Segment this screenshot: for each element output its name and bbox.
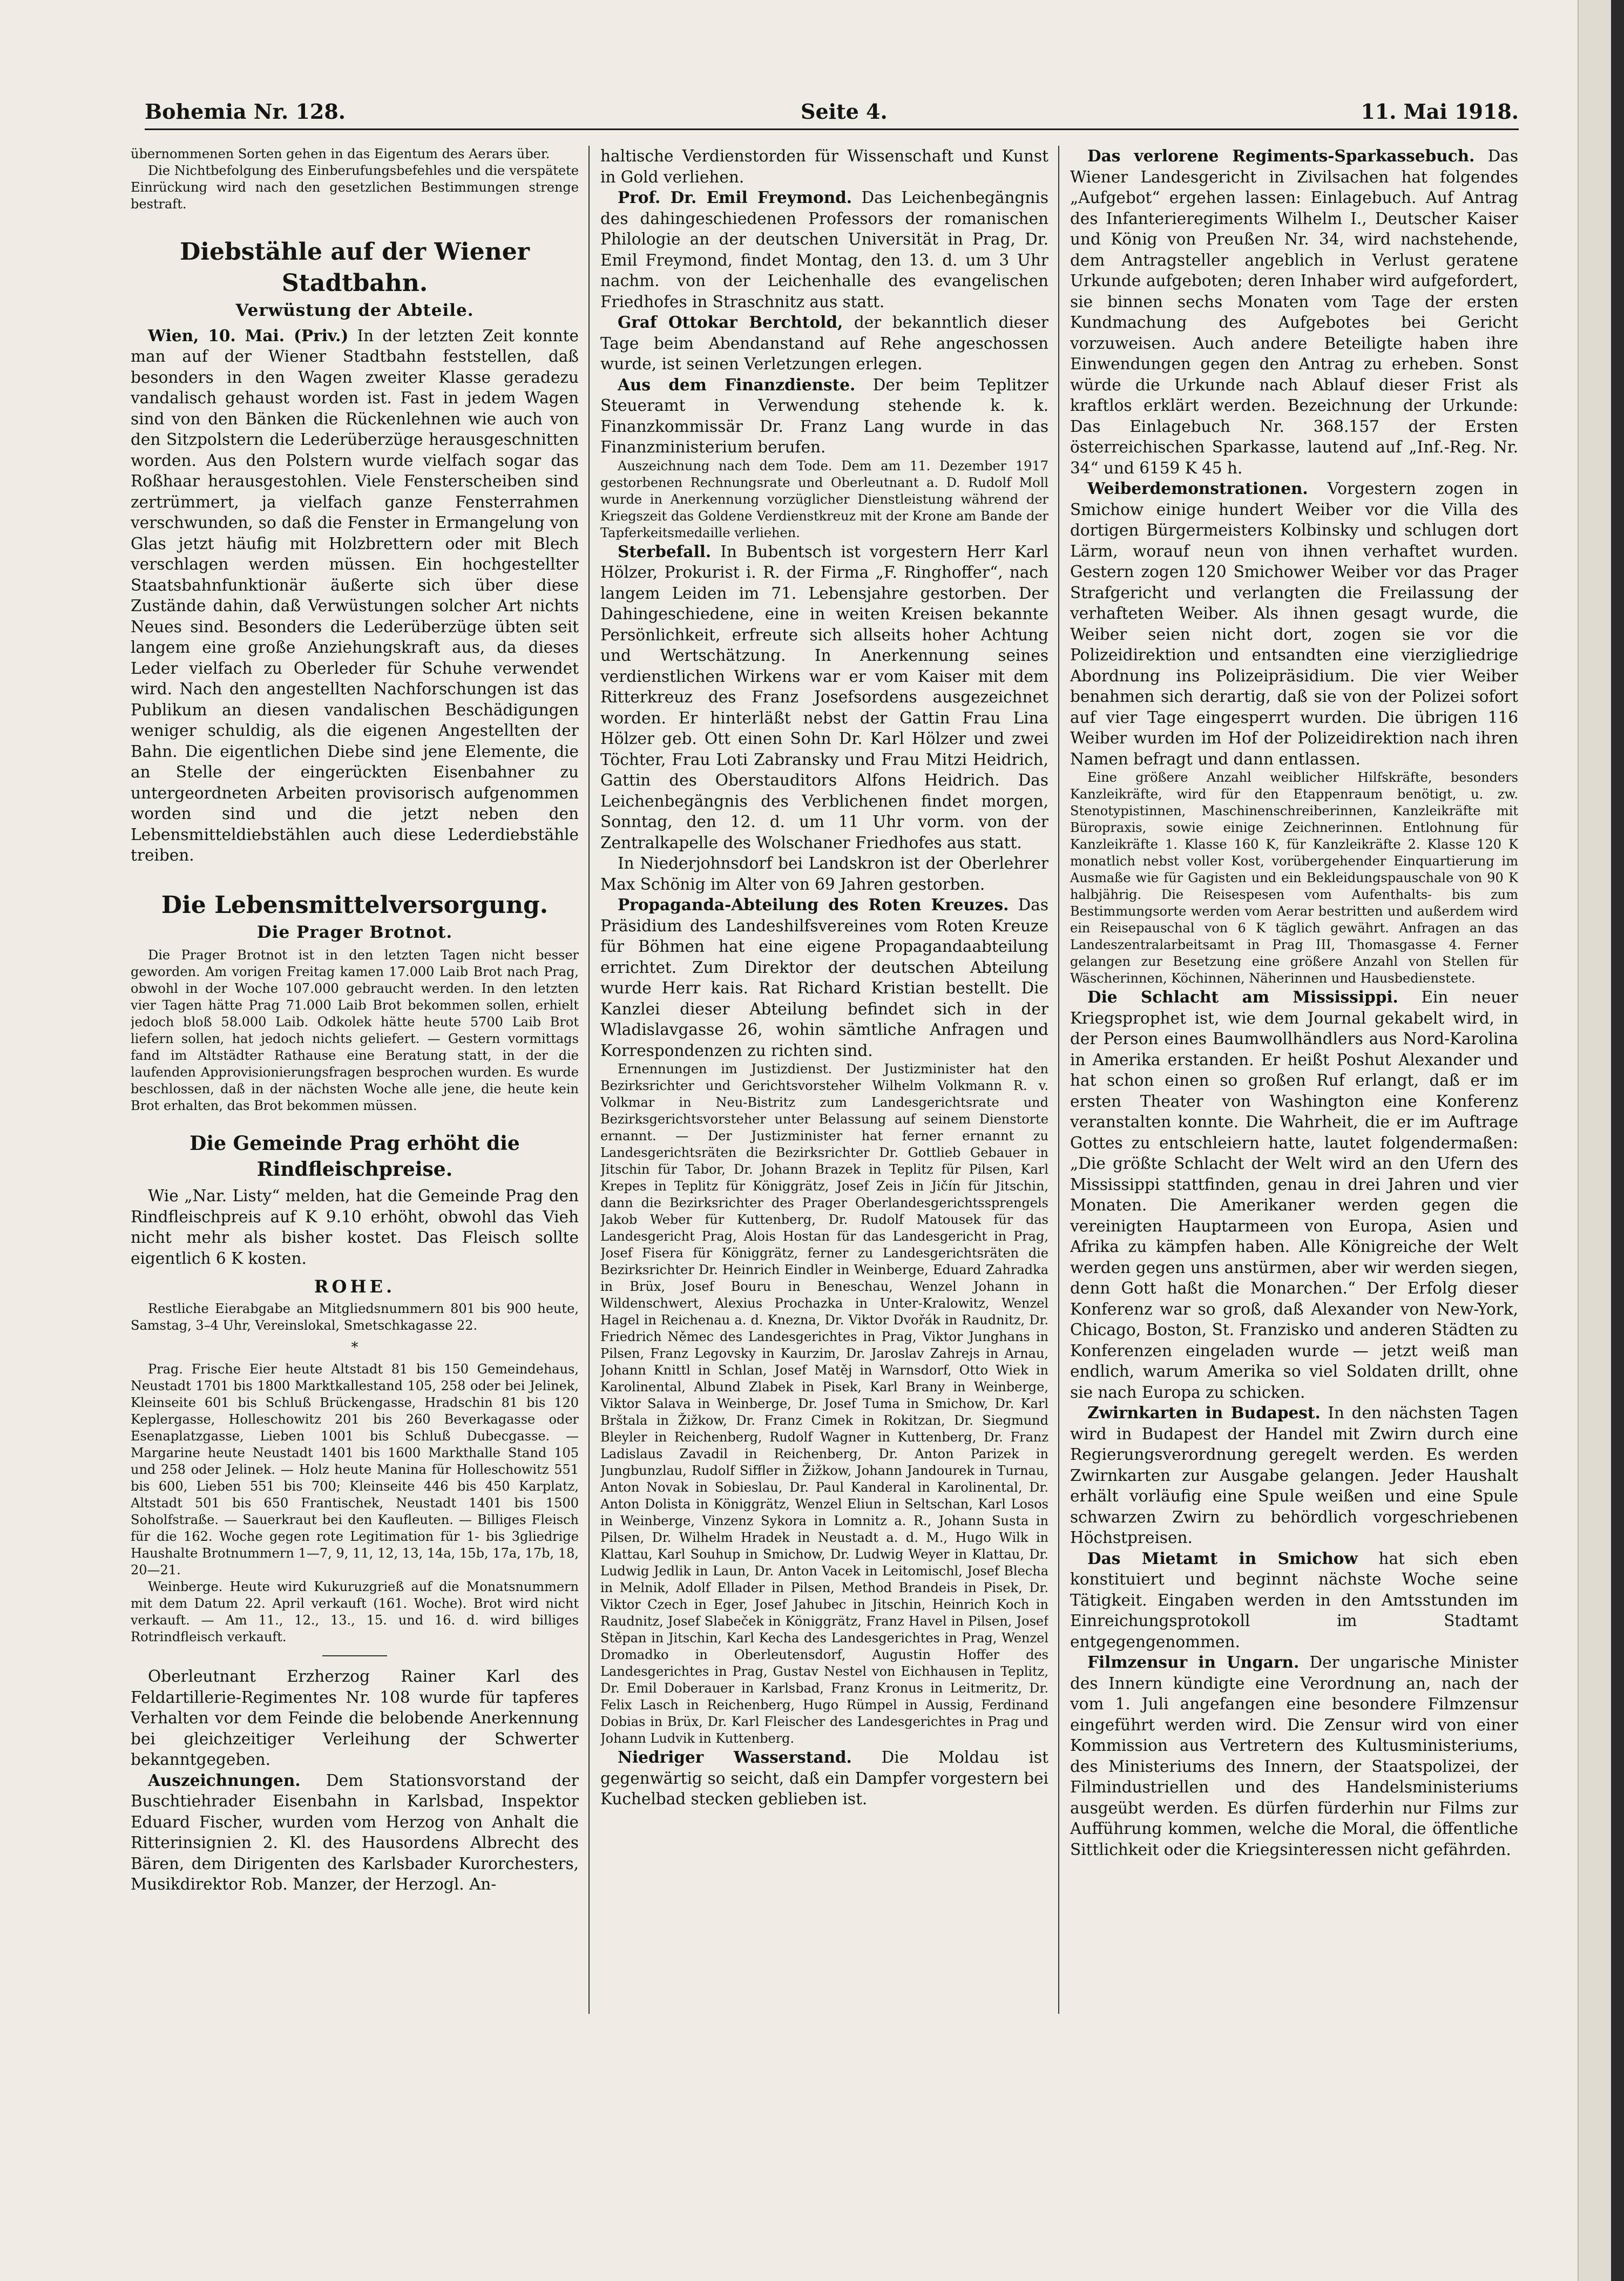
article-mississippi [1070, 987, 1518, 1403]
headline-rindfleisch: Die Gemeinde Prag erhöht die Rindfleischpreise. [190, 1132, 520, 1181]
article-rotes-kreuz [600, 895, 1048, 1061]
article-wasserstand [600, 1747, 1048, 1810]
article-text: In der letzten Zeit konnte man auf der Wiener Stadtbahn feststellen, daß besonders in den Wagen zweiter Klasse geradezu vandalisch gehaust worden ist. Fast in jedem Wagen sind von den Bänken die Rückenlehnen wie auch von den Sitzpolstern die Lederüberzüge herausgeschnitten worden. Aus den Polstern wurde vielfach sogar das Roßhaar herausgestohlen. Viele Fensterscheiben sind zertrümmert, ja vielfach ganze Fensterrahmen verschwunden, so daß die Fenster in Ermangelung von Glas jetzt häufig mit Holzbrettern oder mit Blech verschlagen werden müssen. Ein hochgestellter Staatsbahnfunktionär äußerte sich über diese Zustände dahin, daß Verwüstungen solcher Art nichts Neues sind. Besonders die Lederüberzüge übten seit langem eine große Anziehungskraft aus, da dieses Leder vielfach zu Oberleder für Schuhe verwendet wird. Nach den angestellten Nachforschungen ist das Publikum an diesen vandalischen Beschädigungen weniger schuldig, als die eigenen Angestellten der Bahn. Die eigentlichen Diebe sind jene Elemente, die an Stelle der eingerückten Eisenbahner zu untergeordneten Arbeiten provisorisch aufgenommen worden sind und die jetzt neben den Lebensmitteldiebstählen auch diese Lederdiebstähle treiben. [131, 326, 579, 864]
article-text: haltische Verdienstorden für Wissenschaft und Kunst in Gold verliehen. [600, 147, 1048, 186]
scan-border [1611, 0, 1624, 2281]
article-berchtold [600, 312, 1048, 375]
page-header [145, 96, 1519, 130]
column-1 [131, 146, 579, 2014]
article-text: In Bubentsch ist vorgestern Herr Karl Hölzer, Prokurist i. R. der Firma „F. Ringhoffer“, nach langem Leiden im 71. Lebensjahre gestorben. Der Dahingeschiedene, eine in weiten Kreisen bekannte Persönlichkeit, erfreute sich allseits hoher Achtung und Wertschätzung. In Anerkennung seines verdienstlichen Wirkens war er vom Kaiser mit dem Ritterkreuz des Franz Josefsordens ausgezeichnet worden. Er hinterläßt nebst der Gattin Frau Lina Hölzer geb. Ott einen Sohn Dr. Karl Hölzer und zwei Töchter, Frau Loti Zabransky und Frau Mitzi Heidrich, Gattin des Oberstauditors Alfons Heidrich. Das Leichenbegängnis des Verblichenen findet morgen, Sonntag, den 12. d. um 11 Uhr vorm. von der Zentralkapelle des Wolschaner Friedhofes aus statt. [600, 542, 1048, 852]
column-rule [1058, 146, 1059, 2014]
article-text: Dem Stationsvorstand der Buschtiehrader Eisenbahn in Karlsbad, Inspektor Eduard Fischer, wurden vom Herzog von Anhalt die Ritterinsignien 2. Kl. des Hausordens Albrecht des Bären, dem Dirigenten des Karlsbader Kurorchesters, Musikdirektor Rob. Manzer, der Herzogl. An- [131, 1771, 579, 1893]
article-text: Auszeichnung nach dem Tode. Dem am 11. Dezember 1917 gestorbenen Rechnungsrate und Oberleutnant a. D. Rudolf Moll wurde in Anerkennung vorzüglicher Dienstleistung während der Kriegszeit das Goldene Verdienstkreuz mit der Krone am Bande der Tapferkeitsmedaille verliehen. [600, 458, 1048, 540]
separator-line [322, 1655, 387, 1656]
article-lead: Sterbefall. [618, 542, 712, 561]
article-lead: Das Mietamt in Smichow [1087, 1548, 1358, 1568]
article-text: In den nächsten Tagen wird in Budapest der Handel mit Zwirn durch eine Regierungsverordnung geregelt werden. Es werden Zwirnkarten zur Ausgabe gelangen. Jeder Haushalt erhält vorläufig eine Spule weißen und eine Spule schwarzen Zwirn zu behördlich vorgeschriebenen Höchstpreisen. [1070, 1404, 1518, 1547]
article-wien [131, 326, 579, 866]
article-lead: Weiberdemonstrationen. [1087, 479, 1308, 498]
article-text: Wie „Nar. Listy“ melden, hat die Gemeinde Prag den Rindfleischpreis auf K 9.10 erhöht, obwohl das Vieh nicht mehr als bisher kostet. Das Fleisch sollte eigentlich 6 K kosten. [131, 1187, 579, 1268]
column-2 [600, 146, 1048, 2014]
article-sterbefall [600, 542, 1048, 854]
column-rule [588, 146, 590, 2014]
section-roll: ROHE. [314, 1276, 396, 1297]
article-text: Ernennungen im Justizdienst. Der Justizminister hat den Bezirksrichter und Gerichtsvorsteher Wilhelm Volkmann R. v. Volkmar in Neu-Bistritz zum Landesgerichtsrate und Bezirksgerichtsvorsteher unter Belassung auf seinem Dienstorte ernannt. — Der Justizminister hat ferner ernannt zu Landesgerichtsräten die Bezirksrichter Dr. Gottlieb Gebauer in Jitschin für Tabor, Dr. Johann Brazek in Teplitz für Pilsen, Karl Krepes in Teplitz für Königgrätz, Josef Zeis in Jičín für Jitschin, dann die Bezirksrichter des Prager Oberlandesgerichtssprengels Jakob Weber für Kuttenberg, Dr. Rudolf Matousek für das Landesgericht Prag, Alois Hostan für das Landesgericht in Prag, Josef Fiserа für Königgrätz, ferner zu Landesgerichtsräten die Bezirksrichter Dr. Heinrich Eindler in Weinberge, Eduard Zahradka in Brüx, Josef Bouru in Beneschau, Wenzel Johann in Wildenschwert, Alexius Prochazka in Unter-Kralowitz, Wenzel Hagel in Reichenau a. d. Kneznа, Dr. Viktor Dvořák in Raudnitz, Dr. Friedrich Němec des Landesgerichtes in Prag, Viktor Junghans in Pilsen, Franz Legovsky in Kaurzim, Dr. Jaroslav Zahrejs in Arnau, Johann Knittl in Schlan, Josef Matěj in Warnsdorf, Otto Wiek in Karolinental, Albund Zlabek in Pisek, Karl Brany in Weinberge, Viktor Salava in Weinberge, Dr. Josef Tuma in Smichow, Dr. Karl Brštala in Žižkow, Dr. Franz Cimek in Rokitzan, Dr. Siegmund Bleyler in Reichenberg, Rudolf Wagner in Kuttenberg, Dr. Franz Ladislaus Zavadil in Reichenberg, Dr. Anton Parizek in Jungbunzlau, Rudolf Siffler in Žižkow, Johann Jandourek in Turnau, Anton Novak in Sobieslau, Dr. Paul Kanderal in Karolinental, Dr. Anton Dolista in Königgrätz, Wenzel Eliun in Seltschan, Karl Losos in Weinberge, Vinzenz Sykora in Lomnitz a. R., Johann Susta in Pilsen, Dr. Wilhelm Hradek in Neustadt a. d. M., Hugo Wilk in Klattau, Karl Souhup in Smichow, Dr. Ludwig Weyer in Klattau, Dr. Ludwig Jedlik in Laun, Dr. Anton Vacek in Leitomischl, Josef Blecha in Melnik, Adolf Ellader in Pilsen, Method Brandeis in Pisek, Dr. Viktor Czech in Eger, Josef Jahubec in Jitschin, Heinrich Koch in Raudnitz, Josef Slabeček in Königgrätz, Franz Havel in Pilsen, Josef Stěpan in Jitschin, Karl Kecha des Landesgerichtes in Prag, Wenzel Dromadko in Oberleutensdorf, Augustin Hoffer des Landesgerichtes in Prag, Gustav Nestel von Eichhausen in Teplitz, Dr. Emil Doberauer in Karlsbad, Franz Kronus in Leitmeritz, Dr. Felix Lasch in Reichenberg, Hugo Rümpel in Aussig, Ferdinand Dobias in Brüx, Dr. Karl Fleischer des Landesgerichtes in Prag und Johann Ludvik in Kuttenberg. [600, 1061, 1048, 1746]
article-lead: Niedriger Wasserstand. [618, 1748, 852, 1766]
subheadline-verwuestung: Verwüstung der Abteile. [235, 301, 474, 320]
article-lead: Aus dem Finanzdienste. [618, 375, 856, 394]
article-finanzdienst [600, 375, 1048, 458]
article-text: Prag. Frische Eier heute Altstadt 81 bis 150 Gemeindehaus, Neustadt 1701 bis 1800 Marktkallestand 105, 258 oder bei Jelinek, Kleinseite 601 bis Schluß Brückengasse, Hradschin 81 bis 120 Keplergasse, Holleschowitz 201 bis 260 Beverkagasse oder Esenaplatzgasse, Lieben 1001 bis Schluß Dubecgasse. — Margarine heute Neustadt 1401 bis 1600 Markthalle Stand 105 und 258 oder Jelinek. — Holz heute Manina für Holleschowitz 551 bis 600, Lieben 551 bis 700; Kleinseite 446 bis 450 Karplatz, Altstadt 501 bis 650 Frantischek, Neustadt 1401 bis 1500 Soholfstraße. — Sauerkraut bei den Kaufleuten. — Billiges Fleisch für die 162. Woche gegen rote Legitimation für 1- bis 3gliedrige Haushalte Brotnummern 1—7, 9, 11, 12, 13, 14a, 15b, 17a, 17b, 18, 20—21. [131, 1362, 579, 1578]
article-auszeichnungen [131, 1770, 579, 1895]
article-lead: Auszeichnungen. [148, 1770, 301, 1790]
article-text: Weinberge. Heute wird Kukuruzgrieß auf die Monatsnummern mit dem Datum 22. April verkauft (161. Woche). Brot wird nicht verkauft. — Am 11., 12., 13., 15. und 16. d. wird billiges Rotrindfleisch verkauft. [131, 1579, 579, 1644]
article-lead: Das verlorene Regiments-Sparkassebuch. [1087, 146, 1475, 165]
article-text: Das Wiener Landesgericht in Zivilsachen hat folgendes „Aufgebot“ ergehen lassen: Einlagebuch. Auf Antrag des Infanterieregiments Wilhelm I., Deutscher Kaiser und König von Preußen Nr. 34, wird nachstehende, dem Antragsteller angeblich in Verlust geratene Urkunde aufgeboten; deren Inhaber wird aufgefordert, sie binnen sechs Monaten vom Tage der ersten Kundmachung des Aufgebotes bei Gericht vorzuweisen. Auch andere Beteiligte haben ihre Einwendungen gegen den Antrag zu erheben. Sonst würde die Urkunde nach Ablauf dieser Frist als kraftlos erklärt werden. Bezeichnung der Urkunde: Das Einlagebuch Nr. 368.157 der Ersten österreichischen Sparkasse, lautend auf „Inf.-Reg. Nr. 34“ und 6159 K 45 h. [1070, 147, 1518, 477]
article-text: hat sich eben konstituiert und beginnt nächste Woche seine Tätigkeit. Eingaben werden in den Amtsstunden im Einreichungsprotokoll im Stadtamt entgegengenommen. [1070, 1549, 1518, 1651]
article-lead: Wien, 10. Mai. (Priv.) [148, 326, 349, 345]
headline-lebensmittel: Die Lebensmittelversorgung. [161, 891, 549, 919]
adjacent-page-edge [1578, 0, 1611, 2281]
article-lead: Zwirnkarten in Budapest. [1087, 1403, 1321, 1422]
article-text: Die Moldau ist gegenwärtig so seicht, daß ein Dampfer vorgestern bei Kuchelbad stecken geblieben ist. [600, 1748, 1048, 1808]
article-text: Restliche Eierabgabe an Mitgliedsnummern 801 bis 900 heute, Samstag, 3–4 Uhr, Vereinslokal, Smetschkagasse 22. [131, 1301, 579, 1333]
header-date: 11. Mai 1918. [1361, 99, 1519, 124]
article-text: Die Nichtbefolgung des Einberufungsbefehles und die verspätete Einrückung wird nach den gesetzlichen Bestimmungen strenge bestraft. [131, 163, 579, 212]
article-text: Das Leichenbegängnis des dahingeschiedenen Professors der romanischen Philologie an der deutschen Universität in Prag, Dr. Emil Freymond, findet Montag, den 13. d. um 3 Uhr nachm. von der Leichenhalle des evangelischen Friedhofes in Straschnitz aus statt. [600, 188, 1048, 311]
article-text: Der beim Teplitzer Steueramt in Verwendung stehende k. k. Finanzkommissär Dr. Franz Lang wurde in das Finanzministerium berufen. [600, 375, 1048, 456]
headline-diebstaehle: Diebstähle auf der Wiener Stadtbahn. [180, 238, 530, 297]
header-page-number: Seite 4. [801, 99, 888, 124]
article-text: Die Prager Brotnot ist in den letzten Tagen nicht besser geworden. Am vorigen Freitag kamen 17.000 Laib Brot nach Prag, obwohl in der Woche 107.000 gebraucht werden. In den letzten vier Tagen hätte Prag 71.000 Laib Brot bekommen sollen, erhielt jedoch bloß 58.000 Laib. Odkolek hätte heute 5700 Laib Brot liefern sollen, hat jedoch nichts geliefert. — Gestern vormittags fand im Altstädter Rathause eine Beratung statt, in der die laufenden Approvisionierungsfragen besprochen wurden. Es wurde beschlossen, daß in der nächsten Woche alle jene, die heute kein Brot erhalten, das Brot bekommen müssen. [131, 947, 579, 1113]
star-separator: * [351, 1339, 358, 1356]
article-lead: Propaganda-Abteilung des Roten Kreuzes. [618, 895, 1009, 914]
article-text: Vorgestern zogen in Smichow einige hundert Weiber vor die Villa des dortigen Bürgermeisters Kolbinsky und schlugen dort Lärm, worauf neun von ihnen verhaftet wurden. Gestern zogen 120 Smichower Weiber vor das Prager Strafgericht und verlangten die Freilassung der verhafteten Weiber. Als ihnen gesagt wurde, die Weiber seien nicht dort, zogen sie vor die Polizeidirektion und entsandten eine vierzigliedrige Abordnung ins Polizeipräsidium. Die vier Weiber benahmen sich derartig, daß sie von der Polizei sofort auf vier Tage eingesperrt wurden. Die übrigen 116 Weiber wurden im Hof der Polizeidirektion nach ihren Namen befragt und dann entlassen. [1070, 479, 1518, 768]
article-text: In Niederjohnsdorf bei Landskron ist der Oberlehrer Max Schönig im Alter von 69 Jahren gestorben. [600, 854, 1048, 894]
article-lead: Filmzensur in Ungarn. [1087, 1653, 1300, 1671]
article-mietamt [1070, 1548, 1518, 1653]
subheadline-brotnot: Die Prager Brotnot. [256, 922, 453, 942]
article-text: übernommenen Sorten gehen in das Eigentum des Aerars über. [131, 146, 550, 161]
article-text: Oberleutnant Erzherzog Rainer Karl des Feldartillerie-Regimentes Nr. 108 wurde für tapferes Verhalten vor dem Feinde die belobende Anerkennung bei gleichzeitiger Verleihung der Schwerter bekanntgegeben. [131, 1667, 579, 1769]
article-text: Eine größere Anzahl weiblicher Hilfskräfte, besonders Kanzleikräfte, wird für den Etappenraum benötigt, u. zw. Stenotypistinnen, Maschinenschreiberinnen, Kanzleikräfte mit Büropraxis, sowie einige Zeichnerinnen. Entlohnung für Kanzleikräfte 1. Klasse 160 K, für Kanzleikräfte 2. Klasse 120 K monatlich nebst voller Kost, vorübergehender Einquartierung im Ausmaße wie für Gagisten und ein Bekleidungspauschale von 90 K halbjährig. Die Reisespesen vom Aufenthalts- bis zum Bestimmungsorte werden vom Aerar bestritten und außerdem wird ein Reisepauschal von 6 K täglich gewährt. Anfragen an das Landeszentralarbeitsamt in Prag III, Thomasgasse 4. Ferner gelangen zur Besetzung eine größere Anzahl von Stellen für Wäscherinnen, Köchinnen, Näherinnen und Hausbedienstete. [1070, 770, 1518, 986]
article-text: Der ungarische Minister des Innern kündigte eine Verordnung an, nach der vom 1. Juli angefangen eine besondere Filmzensur eingeführt werden wird. Die Zensur wird von einer Kommission aus Vertretern des Kultusministeriums, des Ministeriums des Innern, der Staatspolizei, der Filmindustriellen und des Handelsministeriums ausgeübt werden. Es dürfen fürderhin nur Films zur Aufführung kommen, welche die Moral, die öffentliche Sittlichkeit oder die Kriegsinteressen nicht gefährden. [1070, 1653, 1518, 1859]
article-text: Das Präsidium des Landeshilfsvereines vom Roten Kreuze für Böhmen hat eine eigene Propagandaabteilung errichtet. Zum Direktor der deutschen Abteilung wurde Herr kais. Rat Richard Kristian bestellt. Die Kanzlei dieser Abteilung befindet sich in der Wladislavgasse 26, wohin sämtliche Anfragen und Korrespondenzen zu richten sind. [600, 896, 1048, 1060]
article-zwirnkarten [1070, 1403, 1518, 1548]
article-sparkassebuch [1070, 146, 1518, 478]
article-lead: Prof. Dr. Emil Freymond. [618, 188, 852, 207]
article-lead: Graf Ottokar Berchtold, [618, 313, 843, 331]
article-weiberdemonstrationen [1070, 478, 1518, 769]
article-lead: Die Schlacht am Mississippi. [1087, 987, 1398, 1006]
article-freymond [600, 187, 1048, 312]
article-text: Ein neuer Kriegsprophet ist, wie dem Journal gekabelt wird, in der Person eines Baumwollhändlers aus Nord-Karolina in Amerika erstanden. Er heißt Poshut Alexander und hat schon einen so großen Ruf erlangt, daß er im ersten Theater von Washington eine Konferenz veranstalten konnte. Die Wahrheit, die er im Auftrage Gottes zu entschleiern hatte, lautet folgendermaßen: „Die größte Schlacht der Welt wird an den Ufern des Mississippi stattfinden, genau in drei Jahren und vier Monaten. Die Amerikaner werden gegen die vereinigten Hauptarmeen von Europa, Asien und Afrika zu kämpfen haben. Alle Königreiche der Welt werden gegen uns anstürmen, aber wir werden siegen, denn Gott haßt die Monarchen.“ Der Erfolg dieser Konferenz war so groß, daß Alexander von New-York, Chicago, Boston, St. Franzisko und anderen Städten zu Konferenzen eingeladen wurde — jetzt weiß man endlich, warum Amerika so viel Soldaten drillt, ohne sie nach Europa zu schicken. [1070, 988, 1518, 1402]
column-3 [1070, 146, 1518, 2014]
article-filmzensur [1070, 1652, 1518, 1860]
article-text: der bekanntlich dieser Tage beim Abendanstand auf Rehe angeschossen wurde, ist seinen Verletzungen erlegen. [600, 313, 1048, 373]
header-paper-issue: Bohemia Nr. 128. [145, 99, 346, 124]
